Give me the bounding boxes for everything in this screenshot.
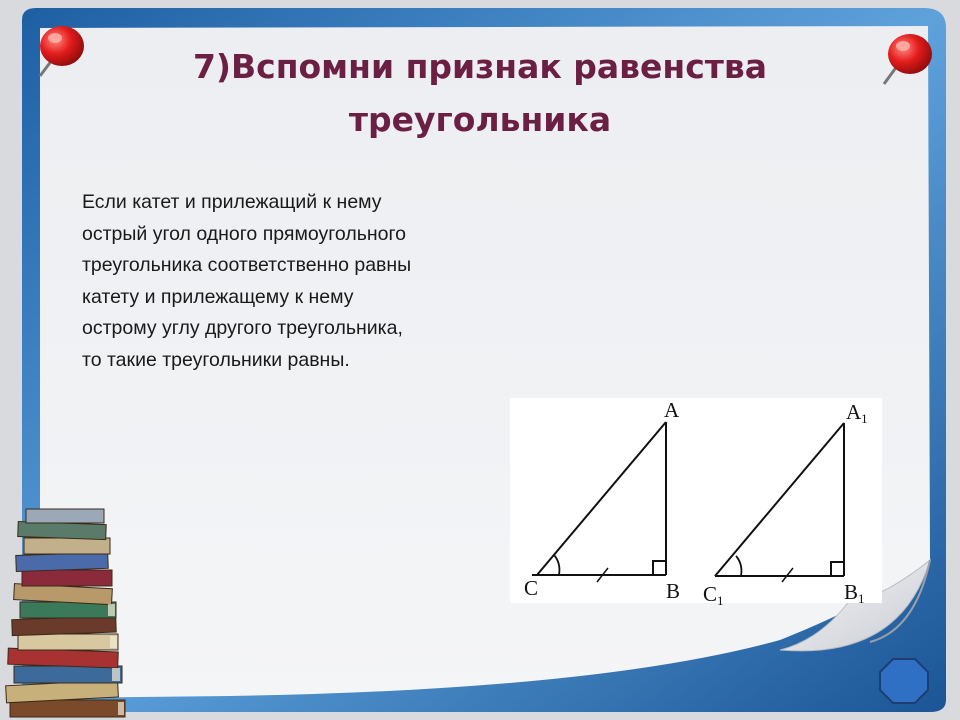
slide-title: 7)Вспомни признак равенства: [192, 47, 768, 86]
theorem-line: треугольника соответственно равны: [82, 254, 412, 276]
vertex-label-c: C: [524, 576, 539, 600]
triangle-a1b1c1: [715, 423, 844, 582]
theorem-text: [82, 187, 502, 376]
vertex-label-c1: $C_1$: [703, 582, 724, 608]
next-slide-button-icon: [880, 659, 928, 703]
theorem-line: Если катет и прилежащий к нему: [82, 191, 382, 213]
triangles-figure: [510, 398, 882, 606]
pushpin-icon: [28, 18, 92, 82]
theorem-line: острому углу другого треугольника,: [82, 317, 403, 339]
theorem-line: острый угол одного прямоугольного: [82, 222, 407, 245]
slide-title-line2: треугольника: [348, 100, 612, 139]
pushpin-icon: [876, 26, 940, 90]
theorem-line: то такие треугольники равны.: [82, 348, 350, 371]
theorem-line: катету и прилежащему к нему: [82, 285, 354, 308]
vertex-label-b: B: [666, 579, 681, 603]
next-slide-button[interactable]: [878, 657, 930, 705]
books-stack-icon: [0, 505, 135, 720]
vertex-label-a1: $A_1$: [846, 400, 868, 426]
triangles-diagram: [510, 398, 882, 608]
vertex-label-b1: $B_1$: [844, 580, 865, 606]
triangle-abc: [532, 422, 666, 582]
vertex-label-a: A: [664, 398, 680, 422]
